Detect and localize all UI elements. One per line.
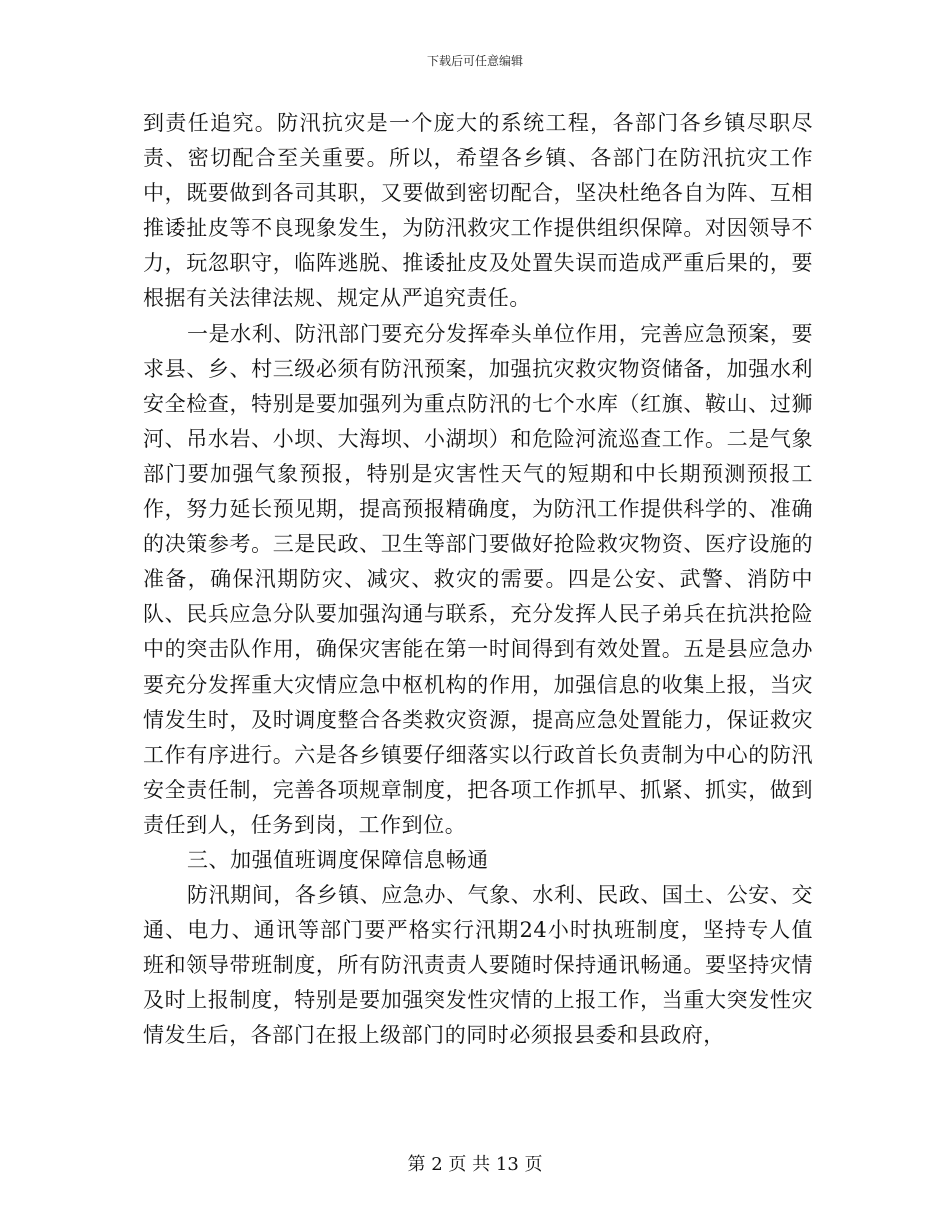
paragraph-3: 防汛期间，各乡镇、应急办、气象、水利、民政、国土、公安、交通、电力、通讯等部门要严格实行汛期24小时执班制度，坚持专人值班和领导带班制度，所有防汛责责人要随时保持通讯畅通。要坚持灾情及时上报制度，特别是要加强突发性灾情的上报工作，当重大突发性灾情发生后，各部门在报上级部门的同时必须报县委和县政府， xyxy=(143,883,813,1048)
paragraph-2: 一是水利、防汛部门要充分发挥牵头单位作用，完善应急预案，要求县、乡、村三级必须有防汛预案，加强抗灾救灾物资储备，加强水利安全检查，特别是要加强列为重点防汛的七个水库（红旗、鞍山、过狮河、吊水岩、小坝、大海坝、小湖坝）和危险河流巡查工作。二是气象部门要加强气象预报，特别是灾害性天气的短期和中长期预测预报工作，努力延长预见期，提高预报精确度，为防汛工作提供科学的、准确的决策参考。三是民政、卫生等部门要做好抢险救灾物资、医疗设施的准备，确保汛期防灾、减灾、救灾的需要。四是公安、武警、消防中队、民兵应急分队要加强沟通与联系，充分发挥人民子弟兵在抗洪抢险中的突击队作用，确保灾害能在第一时间得到有效处置。五是县应急办要充分发挥重大灾情应急中枢机构的作用，加强信息的收集上报，当灾情发生时，及时调度整合各类救灾资源，提高应急处置能力，保证救灾工作有序进行。六是各乡镇要仔细落实以行政首长负责制为中心的防汛安全责任制，完善各项规章制度，把各项工作抓早、抓紧、抓实，做到责任到人，任务到岗，工作到位。 xyxy=(143,321,813,837)
document-body xyxy=(143,106,813,1054)
paragraph-1: 到责任追究。防汛抗灾是一个庞大的系统工程，各部门各乡镇尽职尽责、密切配合至关重要。所以，希望各乡镇、各部门在防汛抗灾工作中，既要做到各司其职，又要做到密切配合，坚决杜绝各自为阵、互相推诿扯皮等不良现象发生，为防汛救灾工作提供组织保障。对因领导不力，玩忽职守，临阵逃脱、推诿扯皮及处置失误而造成严重后果的，要根据有关法律法规、规定从严追究责任。 xyxy=(143,111,813,311)
footer-total-pages: 13 xyxy=(495,1154,519,1175)
page-header-note: 下载后可任意编辑 xyxy=(426,54,523,68)
footer-page-number: 2 xyxy=(431,1154,443,1175)
footer-suffix: 页 xyxy=(524,1154,543,1175)
footer-middle: 页 共 xyxy=(448,1154,491,1175)
footer-prefix: 第 xyxy=(407,1154,426,1175)
section-heading: 三、加强值班调度保障信息畅通 xyxy=(187,847,489,872)
page-footer xyxy=(0,1154,950,1176)
